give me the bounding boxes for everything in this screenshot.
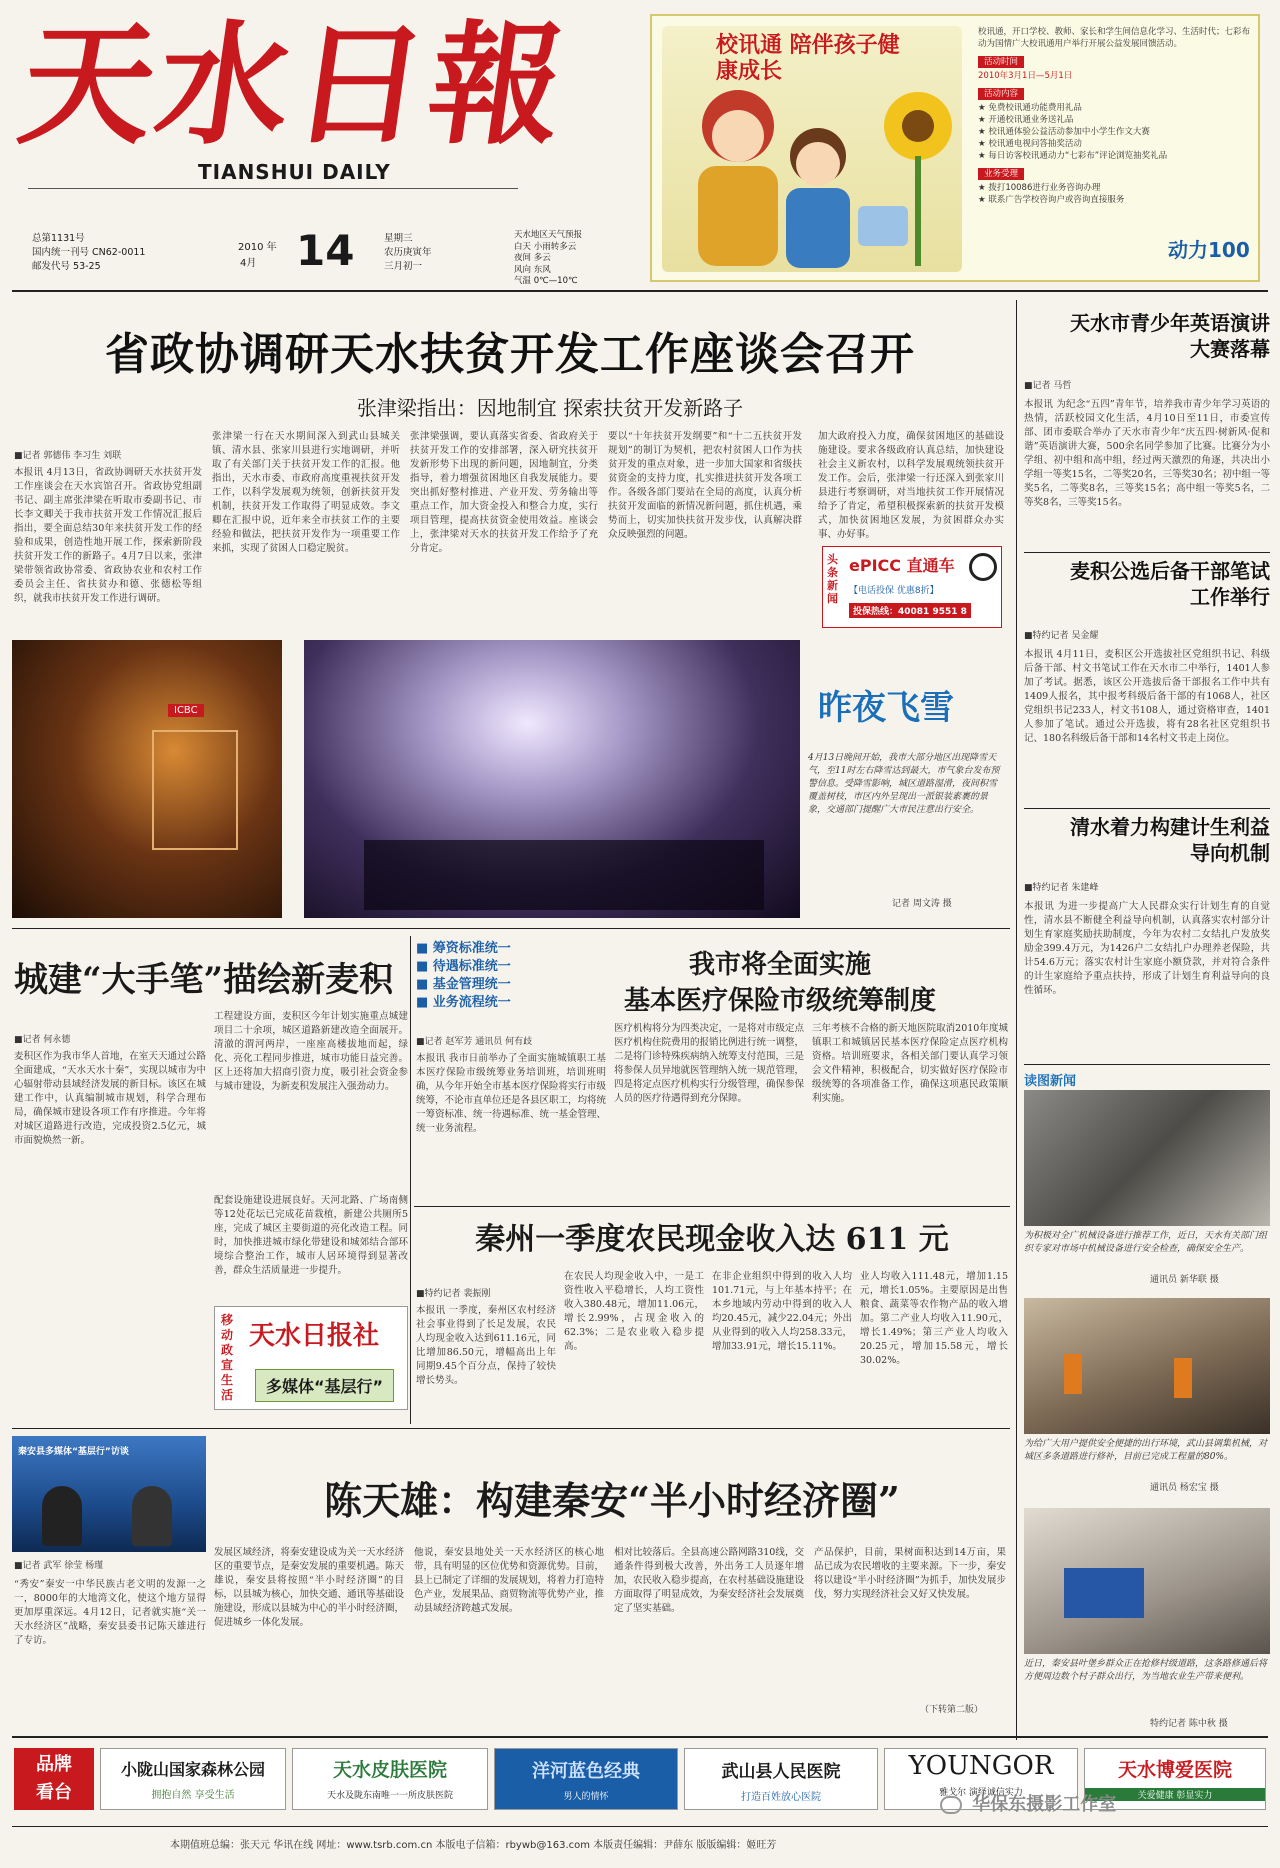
urban-column: 麦积区作为我市华人首地，在室天天通过公路全面建成，“天水天水十秦”，实现以城市为中心辐射带动县域经济发展的新目标。该区在城建工作中，认真编制城市规划，科学合理布局，确保城市建设各项工作有序推进。今年将对城区道路进行改造，完成投资2.5亿元，城市面貌焕然一新。: [14, 1051, 206, 1146]
brand-name: 小陇山国家森林公园: [120, 1760, 265, 1779]
lead-subhead: 张津梁指出：因地制宜 探索扶贫开发新路子: [356, 396, 744, 420]
health-bullets: [416, 940, 511, 1012]
urban-column: 工程建设方面，麦积区今年计划实施重点城建项目二十余项，城区道路新建改造全面展开。清澈的渭河两岸，一座座高楼拔地而起，绿化、亮化工程同步推进，城市功能日益完善。区上还将加大招商引资力度，吸引社会资金参与城市建设，为新麦积发展注入强劲动力。: [214, 1011, 408, 1092]
chen-byline: ■记者 武军 徐莹 杨瑾: [14, 1561, 104, 1571]
health-bullet: ■ 基金管理统一: [416, 977, 511, 992]
lead-column: 要以“十年扶贫开发纲要”和“十二五扶贫开发规划”的制订为契机，把农村贫困人口作为扶贫开发的重点对象，进一步加大国家和省级扶贫资金的支持力度，扎实推进扶贫开发各项工作。各级各部门要站在全局的高度，认真分析扶贫开发面临的新情况新问题，抓住机遇，乘势而上，切实加快扶贫开发步伐，认真解决群众反映强烈的问题。: [608, 431, 802, 540]
health-column: 医疗机构将分为四类决定，一是将对市级定点医疗机构住院费用的报销比例进行统一调整，二是将门诊特殊疾病纳入统筹支付范围，三是将参保人员异地就医管理纳入统一规范管理，四是将定点医疗机构实行分级管理，确保参保人员的医疗待遇得到充分保障。: [614, 1023, 804, 1104]
photo-truck: [1024, 1508, 1270, 1654]
date-year: 2010 年: [238, 242, 277, 253]
weather-title: 天水地区天气预报: [514, 230, 583, 240]
picc-brand: ePICC 直通车: [849, 556, 955, 575]
photonews-credit: 通讯员 新华联 摄: [1150, 1275, 1219, 1285]
ad-item: ★ 每日访客校讯通动力“七彩布”评论浏览抽奖礼品: [978, 151, 1168, 161]
photo-night-street: [12, 640, 282, 918]
brand-name: 天水博爱医院: [1117, 1759, 1232, 1781]
brand-label: [14, 1748, 94, 1810]
qinzhou-byline: ■特约记者 裴振刚: [416, 1289, 491, 1299]
weather-line: 白天 小雨转多云: [514, 241, 577, 252]
health-bullet: ■ 筹资标准统一: [416, 941, 511, 956]
issue-line: 邮发代号 53-25: [32, 261, 101, 272]
youth-headline: 天水市青少年英语演讲大赛落幕: [1070, 311, 1270, 361]
photo-road-repair: [1024, 1298, 1270, 1434]
photonews-label: 读图新闻: [1024, 1074, 1077, 1089]
snow-caption: 4月13日晚间开始，我市大部分地区出现降雪天气，至11时左右降雪达到最大，市气象台发布预警信息。受降雪影响，城区道路湿滑，夜间积雪覆盖树枝，市区内外呈现出一派银装素裹的景象，交通部门提醒广大市民注意出行安全。: [808, 753, 1000, 815]
chen-column: 他说，秦安县地处关一天水经济区的核心地带，具有明显的区位优势和资源优势。目前，县上已制定了详细的发展规划，将着力打造特色产业，发展果品、商贸物流等优势产业，推动县域经济跨越式发展。: [414, 1547, 604, 1614]
brand-slogan: 天水及陇东南唯一一所皮肤医院: [326, 1791, 453, 1801]
qinzhou-headline: 秦州一季度农民现金收入达 611 元: [475, 1222, 949, 1257]
exam-headline: 麦积公选后备干部笔试工作举行: [1070, 559, 1270, 609]
ad-slogan: 校讯通 陪伴孩子健康成长: [716, 32, 900, 84]
weather-line: 夜间 多云: [514, 253, 551, 263]
date-lunar: [384, 232, 432, 274]
footer-text: 本期值班总编：张天元 华讯在线 网址：www.tsrb.com.cn 本版电子信箱：rbywb@163.com 本版责任编辑：尹薛东 版版编辑：姬旺芳: [170, 1840, 777, 1851]
lead-byline: ■记者 郭德伟 李习生 刘联: [14, 451, 122, 461]
bank-sign: ICBC: [168, 704, 204, 717]
date-month: 4月: [240, 258, 257, 269]
issue-line: 总第1131号: [32, 233, 85, 244]
family-headline: 清水着力构建计生利益导向机制: [1070, 815, 1270, 865]
health-bullet: ■ 业务流程统一: [416, 995, 511, 1010]
top-ad[interactable]: [650, 14, 1260, 282]
ad-time-label: 活动时间: [978, 56, 1024, 68]
watermark: [940, 1790, 1116, 1816]
chen-column: 产品保护，目前，果树面积达到14万亩，果品已成为农民增收的主要来源。下一步，秦安将以建设“半小时经济圈”为抓手，加快发展步伐，努力实现经济社会又好又快发展。: [814, 1547, 1006, 1600]
ad-item: ★ 校讯通体验公益活动参加中小学生作文大赛: [978, 127, 1150, 137]
health-column: 本报讯 我市日前举办了全面实施城镇职工基本医疗保险市级统筹业务培训班，培训班明确，从今年开始全市基本医疗保险将实行市级统筹，不论市直单位还是各县区职工，均将统一筹资标准、统一待遇标准、统一基金管理、统一业务流程。: [416, 1053, 606, 1134]
youth-body: 本报讯 为纪念“五四”青年节，培养我市青少年学习英语的热情，活跃校园文化生活，4月10日至11日，市委宣传部、团市委联合举办了天水市青少年“庆五四·树新风·促和谐”英语演讲大赛，500余名同学参加了比赛。比赛分为小学组、初中组和高中组，经过两天激烈的角逐，共决出小学组一等奖15名，二等奖20名，三等奖30名；初中组一等奖5名，二等奖8名，三等奖15名；高中组一等奖5名，二等奖8名，三等奖15名。: [1024, 399, 1270, 508]
brand-ad[interactable]: [100, 1748, 286, 1810]
cartoon-children-illustration: [668, 56, 958, 276]
ad-service-item: ★ 联系广告学校咨询户或咨询直接服务: [978, 195, 1125, 205]
lead-headline: 省政协调研天水扶贫开发工作座谈会召开: [105, 329, 915, 380]
brand-label-line: 看台: [36, 1782, 72, 1803]
snow-title: 昨夜飞雪: [818, 688, 954, 728]
lunar-day: 三月初一: [384, 261, 423, 272]
chen-column: 发展区域经济，将秦安建设成为关一天水经济区的重要节点，是秦安发展的重要机遇。陈天雄说，秦安县将按照“半小时经济圈”的目标，以县城为核心，加快交通、通讯等基础设施建设，形成以县城为中心的半小时经济圈，促进城乡一体化发展。: [214, 1547, 404, 1628]
date-day: 14: [296, 226, 355, 275]
family-body: 本报讯 为进一步提高广大人民群众实行计划生育的自觉性，清水县不断健全利益导向机制，认真落实农村部分计划生育家庭奖励扶助制度，今年为农村二女结扎户发放奖励金399.4万元，为1426户二女结扎户办理养老保险，共计54.6万元；落实农村计生家庭小额贷款，并对符合条件的计生家庭给予重点扶持，形成了计划生育利益导向的良性循环。: [1024, 901, 1270, 996]
ad-content-label: 活动内容: [978, 88, 1024, 100]
brand-slogan: 拥抱自然 享受生活: [151, 1790, 235, 1801]
ad-service-label: 业务受理: [978, 168, 1024, 180]
brand-label-line: 品牌: [36, 1754, 72, 1775]
media-ad[interactable]: [214, 1306, 408, 1410]
ad-item: ★ 免费校讯通功能费用礼品: [978, 103, 1082, 113]
photonews-caption: 近日，秦安县叶堡乡群众正在抢修村级道路，这条路修通后将方便周边数个村子群众出行，为当地农业生产带来便利。: [1024, 1659, 1268, 1682]
watermark-text: 华保东摄影工作室: [972, 1794, 1117, 1815]
qinzhou-column: 本报讯 一季度，秦州区农村经济社会事业得到了长足发展，农民人均现金收入达到611.16元，同比增加86.50元，增幅高出上年同期9.45个百分点，保持了较快增长势头。: [416, 1305, 556, 1386]
ad-intro: 校讯通，开口学校、教师、家长和学生间信息化学习、生活时代；七彩布动为国情广大校讯通用户举行开展公益发展回馈活动。: [978, 27, 1251, 49]
weather-line: 气温 0℃—10℃: [514, 276, 578, 286]
urban-headline: 城建“大手笔”描绘新麦积: [14, 960, 394, 1000]
qinzhou-column: 业人均收入111.48元，增加1.15元，增长1.05%。主要原因是出售粮食、蔬菜等农作物产品的收入增加。第二产业人均收入11.90元，增长1.49%；第三产业人均收入20.25元，增加15.58元，增长30.02%。: [860, 1271, 1008, 1366]
chen-more[interactable]: （下转第二版）: [920, 1705, 984, 1715]
brand-slogan: 男人的情怀: [563, 1792, 609, 1802]
masthead-english: TIANSHUI DAILY: [198, 160, 391, 184]
issue-line: 国内统一刊号 CN62-0011: [32, 247, 146, 258]
brand-ad[interactable]: [292, 1748, 488, 1810]
media-ad-sub: 多媒体“基层行”: [255, 1369, 394, 1402]
photo-machinery: [1024, 1090, 1270, 1226]
photonews-caption: 为给广大用户提供安全便捷的出行环境，武山县调集机械，对城区多条道路进行修补，目前已完成工程量的80%。: [1024, 1439, 1268, 1462]
qinzhou-column: 在非企业组织中得到的收入人均101.71元，与上年基本持平；在本乡地域内劳动中得到的收入人均20.45元，减少22.04元；外出从业得到的收入人均258.33元，增加33.91元，增长15.11%。: [712, 1271, 852, 1352]
exam-body: 本报讯 4月11日，麦积区公开选拔社区党组织书记、科级后备干部、村文书笔试工作在天水市二中举行，1401人参加了考试。据悉，该区公开选拔后备干部报名工作中共有1409人报名，其中报考科级后备干部的有1068人，社区党组织书记233人，村文书108人，通过资格审查，1401人参加了笔试。通过公开选拔，将有28名社区党组织书记、180名科级后备干部和14名村文书走上岗位。: [1024, 649, 1270, 744]
lead-column: 张津梁强调，要认真落实省委、省政府关于扶贫开发工作的安排部署，深入研究扶贫开发新形势下出现的新问题，因地制宜，分类指导，着力增强贫困地区自我发展能力。要突出抓好整村推进、产业开发、劳务输出等重点工作，加大资金投入和整合力度，实行项目管理，提高扶贫资金使用效益。座谈会上，张津梁对天水的扶贫开发工作给予了充分肯定。: [410, 431, 598, 554]
health-byline: ■记者 赵军芳 通讯员 何有歧: [416, 1037, 533, 1047]
health-headline-2: 基本医疗保险市级统筹制度: [623, 986, 936, 1016]
youth-byline: ■记者 马哲: [1024, 381, 1072, 391]
lunar-year: 农历庚寅年: [384, 247, 432, 258]
family-byline: ■特约记者 朱建峰: [1024, 883, 1099, 893]
urban-byline: ■记者 何永德: [14, 1035, 71, 1045]
brand-name: 武山县人民医院: [721, 1762, 841, 1782]
chen-column: 相对比较落后。全县高速公路网路310线，交通条件得到极大改善，外出务工人员逐年增加，农民收入稳步提高，在农村基础设施建设方面取得了明显成效，为秦安经济社会发展奠定了坚实基础。: [614, 1547, 804, 1614]
qinzhou-column: 在农民人均现金收入中，一是工资性收入平稳增长，人均工资性收入380.48元，增加11.06元，增长2.99%，占现金收入的62.3%；二是农业收入稳步提高。: [564, 1271, 704, 1352]
lead-column: 张津梁一行在天水期间深入到武山县城关镇、清水县、张家川县进行实地调研，并听取了有关部门关于扶贫开发工作的汇报。他指出，天水市委、市政府高度重视扶贫开发工作，以科学发展观为统领，创新扶贫开发机制，扶贫开发工作取得了明显成效。李文卿在汇报中说，近年来全市扶贫工作的主要经验和做法，把扶贫开发作为一项重要工作来抓，实现了贫困人口稳定脱贫。: [212, 431, 400, 554]
chen-headline: 陈天雄：构建秦安“半小时经济圈”: [324, 1478, 900, 1523]
lead-column: 本报讯 4月13日，省政协调研天水扶贫开发工作座谈会在天水宾馆召开。省政协党组副书记、副主席张津梁在听取市委副书记、市长李文卿关于我市扶贫开发工作情况汇报后指出，要全面总结30年来扶贫开发工作的经验和成果，创造性地开展工作，探索新阶段扶贫开发工作的新路子。4月7日以来，张津梁带领省政协常委、省政协农业和农村工作委员会主任、省扶贫办和德、张德松等组织，就我市扶贫开发工作进行调研。: [14, 467, 202, 604]
picc-ad[interactable]: [822, 546, 1002, 628]
health-headline-1: 我市将全面实施: [688, 950, 871, 980]
ad-brand: 动力100: [1168, 238, 1250, 262]
photonews-caption: 为积极对全广机械设备进行推荐工作，近日，天水有关部门组织专家对市场中机械设备进行安全检查，确保安全生产。: [1024, 1231, 1268, 1254]
media-ad-side: 移动政宣生活: [221, 1313, 234, 1402]
weekday: 星期三: [384, 233, 413, 244]
brand-slogan: 雅戈尔 演绎诚信实力: [939, 1788, 1023, 1798]
brand-name: 洋河蓝色经典: [532, 1761, 640, 1782]
brand-ad[interactable]: [494, 1748, 678, 1810]
wechat-icon: [940, 1796, 962, 1814]
health-column: 三年考核不合格的新天地医院取消2010年度城镇职工和城镇居民基本医疗保险定点医疗机构资格。培训班要求，各相关部门要认真学习领会文件精神，积极配合，切实做好医疗保险市级统筹的各项准备工作，确保这项惠民政策顺利实施。: [812, 1023, 1008, 1104]
picc-phone: 投保热线：40081 9551 8: [849, 603, 971, 618]
photonews-credit: 通讯员 杨宏宝 摄: [1150, 1483, 1219, 1493]
brand-ad[interactable]: [684, 1748, 878, 1810]
brand-slogan: 关爱健康 彰显实力: [1085, 1788, 1265, 1801]
weather-box: [514, 230, 582, 288]
lead-column: 加大政府投入力度，确保贫困地区的基础设施建设。要求各级政府认真总结，加快建设社会主义新农村，以科学发展观统领扶贫开发工作。会后，张津梁一行还深入到张家川县进行考察调研，对当地扶贫工作开展情况给予了肯定，希望积极探索新的扶贫开发模式，加快贫困地区发展，为贫困群众办实事、办好事。: [818, 431, 1004, 540]
weather-line: 风向 东风: [514, 264, 551, 275]
urban-column: 配套设施建设进展良好。天河北路、广场南侧等12处花坛已完成花苗栽植，新建公共厕所5座，完成了城区主要街道的亮化改造工程。同时，加快推进城市绿化带建设和城郊结合部环境综合整治工作，城市人居环境得到显著改善，群众生活质量进一步提升。: [214, 1195, 408, 1276]
ad-item: ★ 开通校讯通业务送礼品: [978, 115, 1074, 125]
ad-service-item: ★ 拨打10086进行业务咨询办理: [978, 183, 1101, 193]
photonews-credit: 特约记者 陈中秋 摄: [1150, 1719, 1228, 1729]
ad-item: ★ 校讯通电视问答抽奖活动: [978, 139, 1082, 149]
brand-name: 天水皮肤医院: [332, 1759, 447, 1781]
health-bullet: ■ 待遇标准统一: [416, 959, 511, 974]
brand-slogan: 打造百姓放心医院: [741, 1792, 821, 1803]
issue-info: [32, 232, 145, 274]
picc-sub: 【电话投保 优惠8折】: [849, 586, 939, 596]
panda-icon: [969, 553, 997, 581]
brand-name: YOUNGOR: [908, 1751, 1054, 1781]
masthead-title: 天水日報: [11, 8, 577, 163]
photo-interview: [12, 1436, 206, 1552]
snow-credit: 记者 周文涛 摄: [892, 899, 952, 909]
ad-time: 2010年3月1日—5月1日: [978, 71, 1073, 81]
picc-label: 头条新闻: [827, 553, 838, 605]
photo-snow-trees: [304, 640, 800, 918]
exam-byline: ■特约记者 吴金耀: [1024, 631, 1099, 641]
media-ad-brand: 天水日报社: [249, 1321, 380, 1351]
chen-column: “秀安”秦安一中华民族古老文明的发源一之一，8000年的大地湾文化，使这个地方显得更加厚重深远。4月12日，记者就实施“关一天水经济区”战略，秦安县委书记陈天雄进行了专访。: [14, 1579, 206, 1646]
video-label: 秦安县多媒体“基层行”访谈: [18, 1447, 129, 1457]
